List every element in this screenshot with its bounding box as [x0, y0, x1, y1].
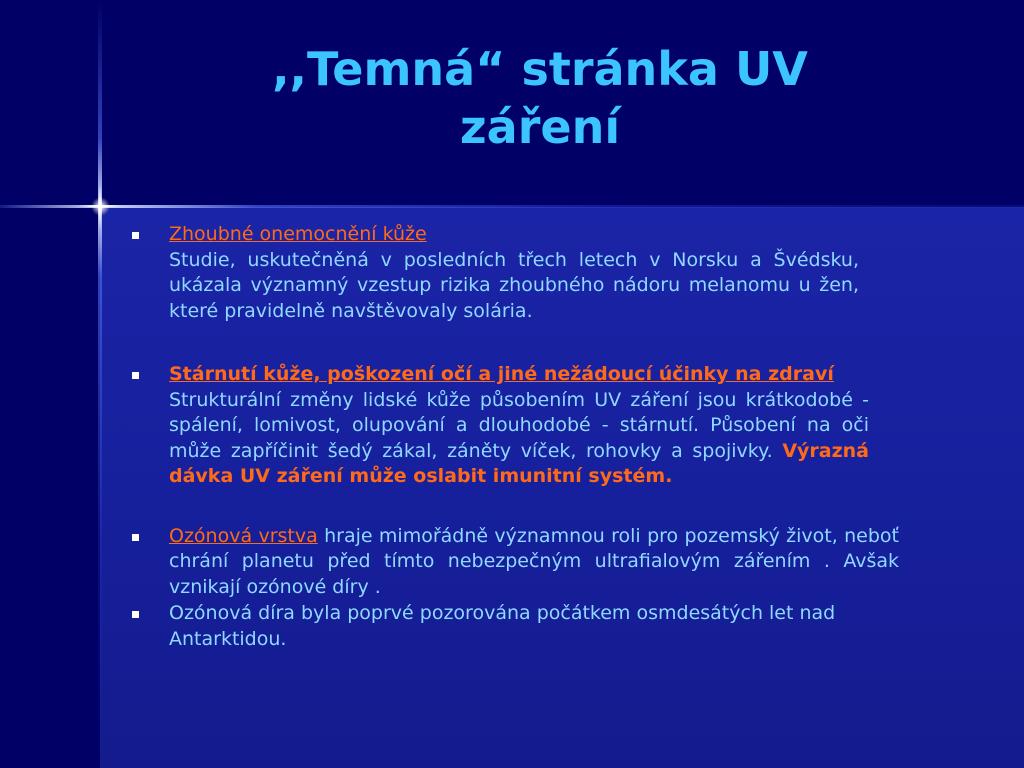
bullet-square-icon: [132, 534, 139, 541]
sparkle-horizontal-ray: [78, 205, 122, 207]
bullet-body-text: Studie, uskutečněná v posledních třech letech v Norsku a Švédsku, ukázala významný vzestup rizika zhoubného nádoru melanomu u žen, které pravidelně navštěvovaly solária.: [169, 248, 859, 322]
bullet-square-icon: [132, 232, 139, 239]
bullet-square-icon: [132, 372, 139, 379]
bullet-heading-link[interactable]: Stárnutí kůže, poškození očí a jiné nežádoucí účinky na zdraví: [169, 363, 834, 385]
horizontal-divider-line: [0, 205, 1024, 208]
bullet-square-icon: [132, 611, 139, 618]
bullet-body-text: hraje mimořádně významnou roli pro pozemský život, neboť chrání planetu před tímto nebezpečným ultrafialovým zářením . Avšak vznikají ozónové díry .: [169, 524, 899, 598]
bullet-highlight-text: Výrazná dávka UV záření může oslabit imunitní systém.: [169, 439, 869, 487]
bullet-list: [130, 222, 930, 652]
bullet-item-ozone-layer: [130, 524, 899, 601]
bullet-heading-link[interactable]: Ozónová vrstva: [169, 524, 318, 547]
bullet-body-paragraph: [169, 388, 869, 490]
bullet-item-skin-cancer: [130, 222, 859, 324]
bullet-body-text: Ozónová díra byla poprvé pozorována počátkem osmdesátých let nad Antarktidou.: [169, 602, 836, 650]
bullet-item-ozone-hole: [130, 601, 929, 652]
title-line-2: záření: [459, 100, 621, 154]
title-line-1: ,,Temná“ stránka UV: [272, 42, 808, 96]
bullet-item-skin-aging: [130, 362, 869, 490]
slide-title: [120, 40, 960, 156]
bullet-heading-link[interactable]: Zhoubné onemocnění kůže: [169, 223, 427, 245]
vertical-divider-line: [98, 0, 102, 768]
bullet-body-text: Strukturální změny lidské kůže působením UV záření jsou krátkodobé - spálení, lomivost, olupování a dlouhodobé - stárnutí. Působení na oči může zapříčinit šedý zákal, záněty víček, rohovky a spojivky.: [169, 388, 869, 462]
